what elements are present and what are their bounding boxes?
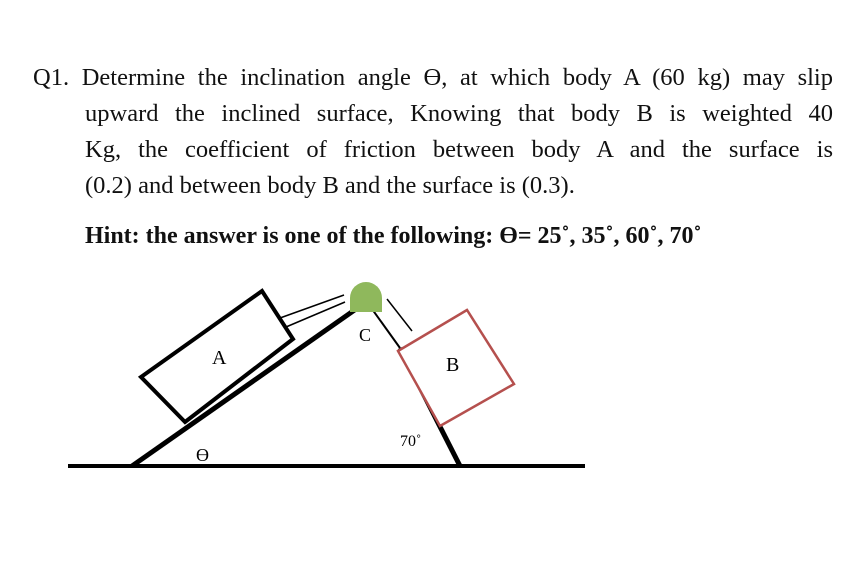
question-line-1: Q1. Determine the inclination angle Ө, at which body A (60 kg) may slip [33,64,833,91]
label-c: C [359,325,372,345]
label-angle-70: 70˚ [400,433,422,450]
rope-b [387,299,412,331]
hint-text: Hint: the answer is one of the following: Ө= 25˚, 35˚, 60˚, 70˚ [85,223,702,249]
label-b: B [446,354,460,376]
question-line-2: upward the inclined surface, Knowing that body B is weighted 40 [85,100,833,127]
question-line-4: (0.2) and between body B and the surface is (0.3). [85,172,575,199]
label-theta: Ө [196,445,209,465]
question-line-3: Kg, the coefficient of friction between body A and the surface is [85,136,833,163]
pulley-c [350,282,382,312]
label-a: A [212,347,227,369]
